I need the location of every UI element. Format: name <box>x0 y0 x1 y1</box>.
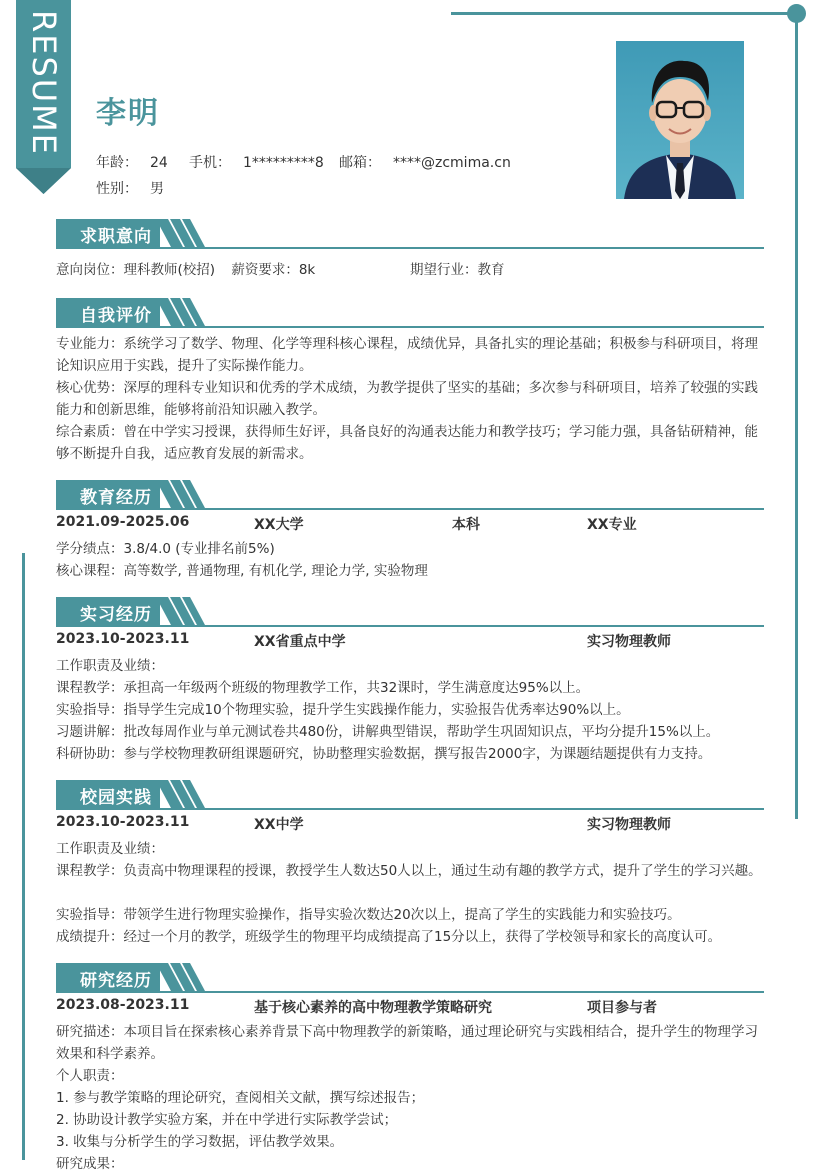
section-header-education <box>56 480 764 510</box>
age-label: 年龄： <box>96 155 138 171</box>
section-header-intent <box>56 219 764 249</box>
section-title-campus: 校园实践 <box>80 788 152 808</box>
top-decor-line <box>451 12 796 15</box>
education-gpa: 学分绩点：3.8/4.0 (专业排名前5%) <box>56 541 275 557</box>
self-eval-item: 核心优势：深厚的理科专业知识和优秀的学术成绩，为教学提供了坚实的基础；多次参与科研项目，培养了较强的实践能力和创新思维，能够将前沿知识融入教学。 <box>56 380 758 418</box>
research-role: 项目参与者 <box>587 1000 657 1016</box>
age-value: 24 <box>150 155 168 171</box>
campus-header-row <box>56 814 766 836</box>
research-description: 研究描述：本项目旨在探索核心素养背景下高中物理教学的新策略，通过理论研究与实践相结合，提升学生的物理学习效果和科学素养。 <box>56 1024 758 1062</box>
email-label: 邮箱： <box>339 155 381 171</box>
education-degree: 本科 <box>452 517 480 533</box>
phone-info <box>189 152 324 172</box>
research-duty-item: 2. 协助设计教学实验方案，并在中学进行实际教学尝试； <box>56 1112 398 1128</box>
section-title-internship: 实习经历 <box>80 605 152 625</box>
right-decor-line <box>795 14 798 819</box>
intent-position: 意向岗位：理科教师(校招) <box>56 262 216 278</box>
gender-value: 男 <box>150 181 164 197</box>
candidate-name: 李明 <box>96 96 160 131</box>
gender-label: 性别： <box>96 181 138 197</box>
research-period: 2023.08-2023.11 <box>56 997 190 1013</box>
intent-salary: 薪资要求：8k <box>231 262 316 278</box>
self-eval-item: 专业能力：系统学习了数学、物理、化学等理科核心课程，成绩优异，具备扎实的理论基础；积极参与科研项目，将理论知识应用于实践，提升了实际操作能力。 <box>56 336 758 374</box>
education-major: XX专业 <box>587 517 637 533</box>
campus-role: 实习物理教师 <box>587 817 671 833</box>
section-header-campus <box>56 780 764 810</box>
section-title-research: 研究经历 <box>80 971 152 991</box>
research-duty-item: 3. 收集与分析学生的学习数据，评估教学效果。 <box>56 1134 344 1150</box>
education-header-row <box>56 514 766 536</box>
internship-intro: 工作职责及业绩： <box>56 658 164 674</box>
education-school: XX大学 <box>254 517 304 533</box>
left-decor-line <box>22 553 25 1160</box>
campus-item: 成绩提升：经过一个月的教学，班级学生的物理平均成绩提高了15分以上，获得了学校领导和家长的高度认可。 <box>56 929 722 945</box>
research-result-label: 研究成果： <box>56 1156 124 1172</box>
section-title-intent: 求职意向 <box>80 227 152 247</box>
internship-item: 实验指导：指导学生完成10个物理实验，提升学生实践操作能力，实验报告优秀率达90%以上。 <box>56 702 630 718</box>
section-title-education: 教育经历 <box>80 488 152 508</box>
education-courses: 核心课程：高等数学, 普通物理, 有机化学, 理论力学, 实验物理 <box>56 563 428 579</box>
profile-photo <box>616 41 744 199</box>
education-period: 2021.09-2025.06 <box>56 514 190 530</box>
intent-row <box>56 259 766 281</box>
research-duty-label: 个人职责： <box>56 1068 124 1084</box>
campus-org: XX中学 <box>254 817 304 833</box>
internship-item: 科研协助：参与学校物理教研组课题研究，协助整理实验数据，撰写报告2000字，为课题结题提供有力支持。 <box>56 746 712 762</box>
section-header-internship <box>56 597 764 627</box>
internship-item: 课程教学：承担高一年级两个班级的物理教学工作，共32课时，学生满意度达95%以上。 <box>56 680 590 696</box>
phone-label: 手机： <box>189 155 231 171</box>
self-eval-item: 综合素质：曾在中学实习授课，获得师生好评，具备良好的沟通表达能力和教学技巧；学习能力强，具备钻研精神，能够不断提升自我，适应教育发展的新需求。 <box>56 424 758 462</box>
research-project: 基于核心素养的高中物理教学策略研究 <box>254 1000 492 1016</box>
internship-role: 实习物理教师 <box>587 634 671 650</box>
internship-org: XX省重点中学 <box>254 634 346 650</box>
intent-industry: 期望行业：教育 <box>410 262 505 278</box>
section-title-self-eval: 自我评价 <box>80 306 152 326</box>
section-header-self-eval <box>56 298 764 328</box>
research-header-row <box>56 997 766 1019</box>
phone-value: 1*********8 <box>243 155 324 171</box>
internship-period: 2023.10-2023.11 <box>56 631 190 647</box>
internship-header-row <box>56 631 766 653</box>
internship-item: 习题讲解：批改每周作业与单元测试卷共480份，讲解典型错误，帮助学生巩固知识点，平均分提升15%以上。 <box>56 724 720 740</box>
campus-intro: 工作职责及业绩： <box>56 841 164 857</box>
campus-item: 实验指导：带领学生进行物理实验操作，指导实验次数达20次以上，提高了学生的实践能力和实验技巧。 <box>56 907 681 923</box>
email-info <box>339 152 511 172</box>
email-value[interactable]: ****@zcmima.cn <box>393 155 511 171</box>
age-info <box>96 152 168 172</box>
gender-info <box>96 178 164 198</box>
campus-item: 课程教学：负责高中物理课程的授课，教授学生人数达50人以上，通过生动有趣的教学方式，提升了学生的学习兴趣。 <box>56 863 762 879</box>
resume-ribbon <box>16 0 71 194</box>
resume-ribbon-text: RESUME <box>24 9 63 156</box>
campus-period: 2023.10-2023.11 <box>56 814 190 830</box>
research-duty-item: 1. 参与教学策略的理论研究，查阅相关文献，撰写综述报告； <box>56 1090 425 1106</box>
section-header-research <box>56 963 764 993</box>
